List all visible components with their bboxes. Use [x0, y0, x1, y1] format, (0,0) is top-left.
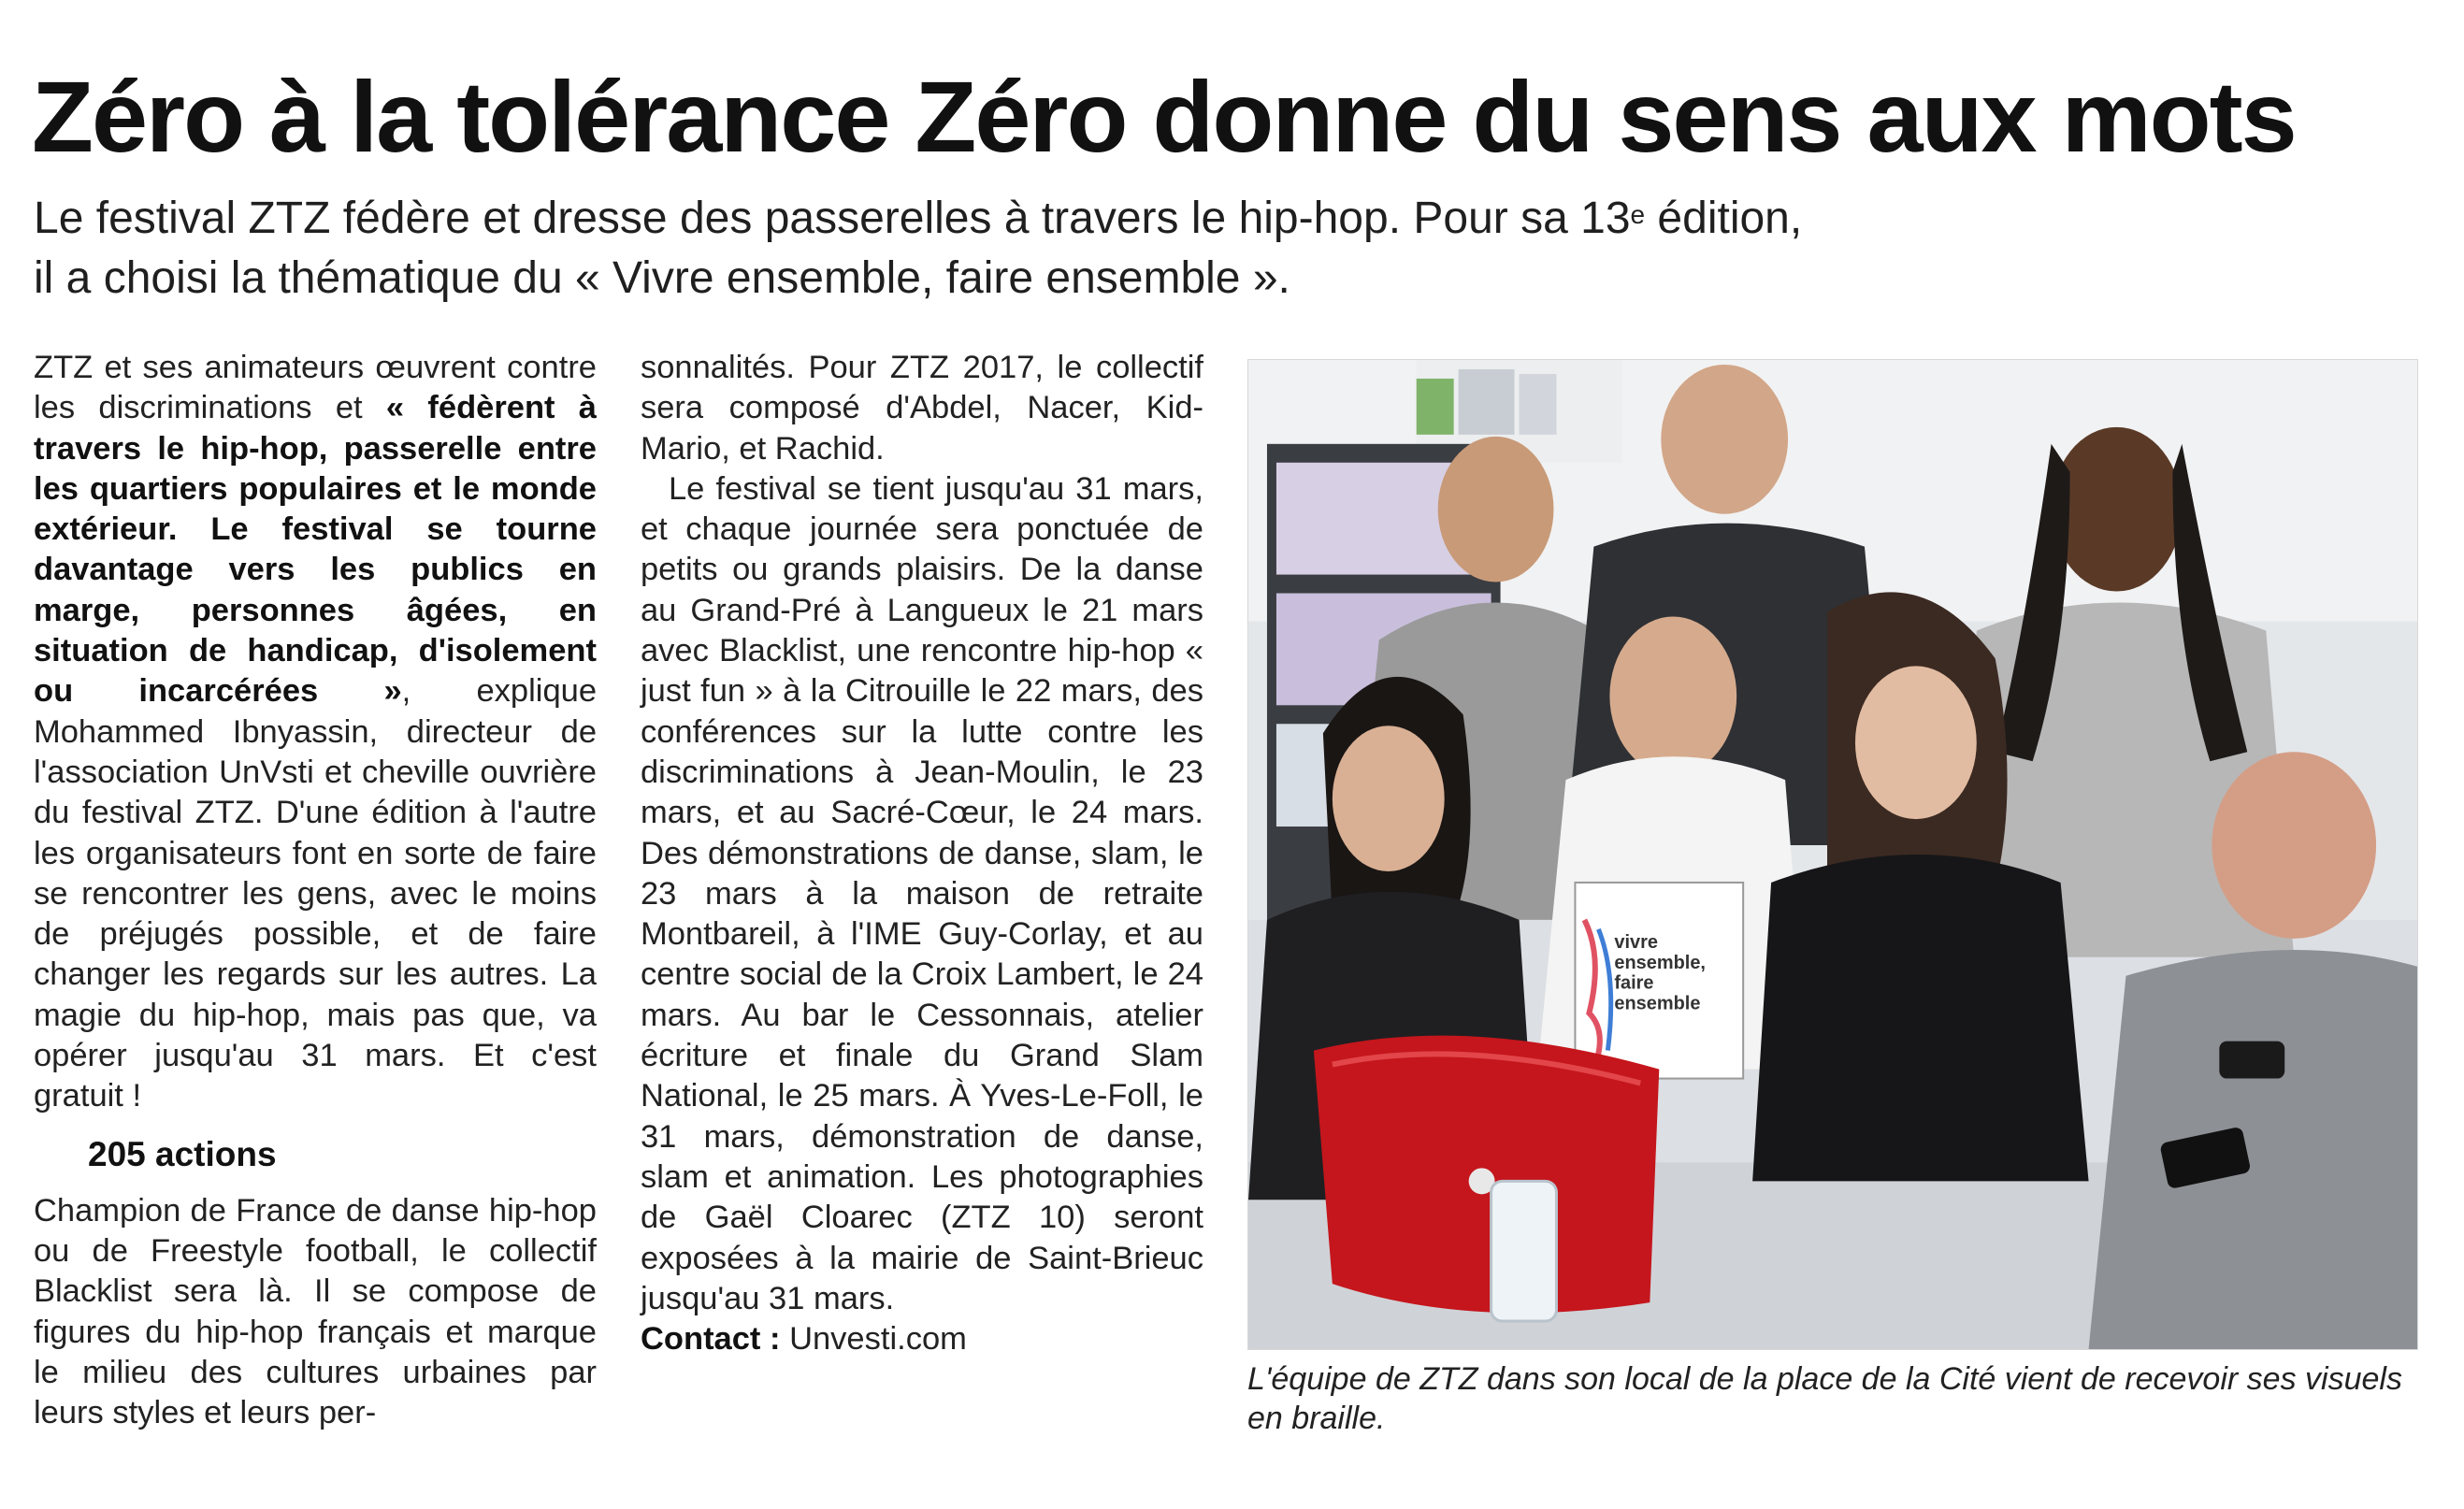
standfirst-text-end: édition,	[1645, 194, 1803, 243]
column1-paragraph-2: Champion de France de danse hip-hop ou de Freestyle football, le collectif Blacklist sera là. Il se compose de figures du hip-hop français et marque le milieu des cultures urbaines par leurs styles et leurs per-	[34, 1192, 597, 1431]
poster-text-4: ensemble	[1614, 993, 1701, 1014]
edition-superscript: e	[1630, 200, 1646, 229]
article-column-1	[34, 348, 597, 1433]
standfirst-line-1	[34, 189, 2184, 249]
poster	[1575, 883, 1743, 1079]
article-column-2	[641, 348, 1203, 1359]
article-headline: Zéro à la tolérance Zéro donne du sens aux mots	[32, 60, 2296, 173]
contact-website: Unvesti.com	[780, 1321, 967, 1358]
phone-in-hand	[2219, 1042, 2284, 1079]
section-subheading: 205 actions	[88, 1134, 277, 1173]
column2-paragraph-2: Le festival se tient jusqu'au 31 mars, et chaque journée sera ponctuée de petits ou grands plaisirs. De la danse au Grand-Pré à Langueux le 21 mars avec Blacklist, une rencontre hip-hop « just fun » à la Citrouille le 22 mars, des conférences sur la lutte contre les discriminations à Jean-Moulin, le 23 mars, et au Sacré-Cœur, le 24 mars. Des démonstrations de danse, slam, le 23 mars à la maison de retraite Montbareil, à l'IME Guy-Corlay, et au centre social de la Croix Lambert, le 24 mars. Au bar le Cessonnais, atelier écriture et finale du Grand Slam National, le 25 mars. À Yves-Le-Foll, le 31 mars, démonstration de danse, slam et animation. Les photographies de Gaël Cloarec (ZTZ 10) seront exposées à la mairie de Saint-Brieuc jusqu'au 31 mars.	[641, 470, 1203, 1316]
photo-caption: L'équipe de ZTZ dans son local de la place de la Cité vient de recevoir ses visuels en braille.	[1247, 1361, 2402, 1436]
poster-text-1: vivre	[1614, 931, 1658, 953]
bold-quote: « fédèrent à travers le hip-hop, passerelle entre les quartiers populaires et le monde extérieur. Le festival se tourne davantage vers les publics en marge, personnes âgées, en situation de handicap, d'isolement ou incarcérées »	[34, 390, 597, 710]
article-standfirst	[34, 189, 2184, 309]
water-bottle	[1491, 1181, 1557, 1321]
contact-line	[641, 1319, 1203, 1359]
poster-text-3: faire	[1614, 972, 1654, 994]
column2-paragraph-1: sonnalités. Pour ZTZ 2017, le collectif sera composé d'Abdel, Nacer, Kid-Mario, et Rachid.	[641, 350, 1203, 467]
laptop	[1314, 1036, 1659, 1314]
intro-text: ZTZ et ses animateurs œuvrent contre les discriminations et	[34, 350, 597, 426]
poster-text-2: ensemble,	[1614, 952, 1706, 973]
contact-label: Contact :	[641, 1321, 781, 1358]
standfirst-text: Le festival ZTZ fédère et dresse des passerelles à travers le hip-hop. Pour sa 13	[34, 194, 1631, 243]
column1-paragraph-1	[34, 348, 597, 1117]
quote-attribution: , explique Mohammed Ibnyassin, directeur de l'association UnVsti et cheville ouvrière du festival ZTZ. D'une édition à l'autre les organisateurs font en sorte de faire se rencontrer les gens, avec le moins de préjugés possible, et de faire changer les regards sur les autres. La magie du hip-hop, mais pas que, va opérer jusqu'au 31 mars. Et c'est gratuit !	[34, 673, 598, 1114]
team-photo-illustration	[1248, 360, 2417, 1349]
standfirst-line-2: il a choisi la thématique du « Vivre ensemble, faire ensemble ».	[34, 253, 1290, 303]
article-photo	[1247, 359, 2418, 1350]
